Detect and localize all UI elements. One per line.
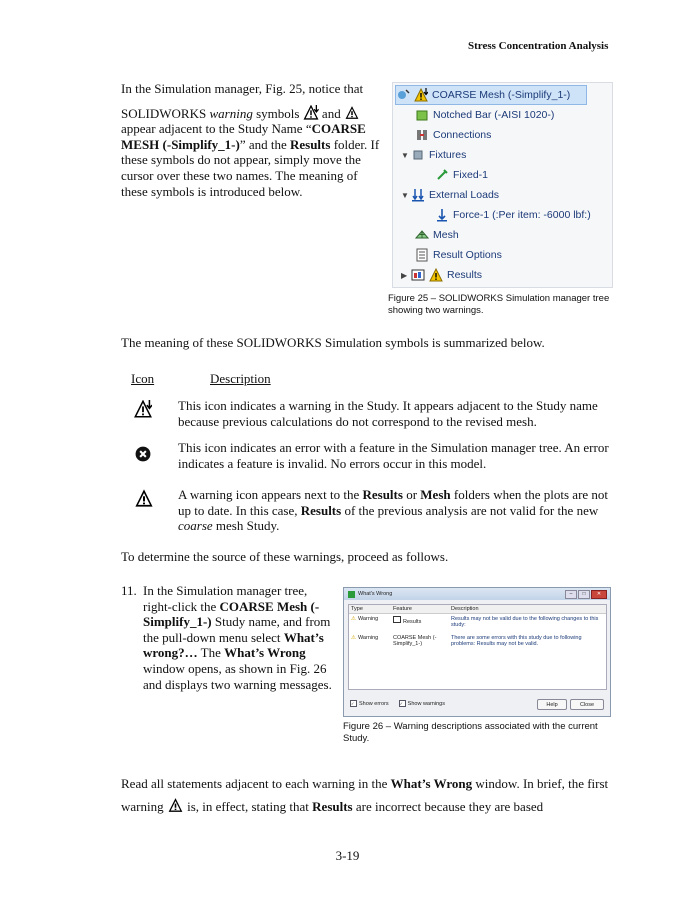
intro-paragraph (121, 81, 383, 207)
close-icon[interactable]: ✕ (591, 590, 607, 599)
determine-sentence: To determine the source of these warnings, proceed as follows. (121, 549, 449, 564)
table-header (349, 605, 606, 614)
col-description: Description (451, 606, 479, 612)
intro-line-2 (121, 105, 383, 200)
show-warnings-checkbox[interactable] (399, 700, 445, 707)
warning-icon (134, 488, 154, 508)
whats-wrong-window (343, 587, 611, 717)
legend-text: folders when the plots are not up to date. In this case, (178, 487, 609, 518)
step-text: window opens, as shown in Fig. 26 and displays two warning messages. (143, 660, 332, 692)
tree-item-label: Notched Bar (-AISI 1020-) (433, 109, 555, 121)
closing-text: are incorrect because they are based (352, 799, 544, 814)
simulation-manager-tree (392, 82, 613, 288)
legend-row-results-warning (178, 487, 618, 534)
legend-icon-header: Icon (131, 371, 155, 386)
intro-text: and (318, 105, 344, 121)
tree-item-connections[interactable] (415, 126, 491, 144)
legend-description-header: Description (210, 371, 271, 386)
tree-item-study[interactable] (395, 85, 587, 105)
row-type: Warning (357, 635, 379, 641)
results-folder-icon (393, 616, 401, 623)
intro-line-1: In the Simulation manager, Fig. 25, notice that (121, 81, 364, 96)
intro-text: SOLIDWORKS (121, 105, 210, 121)
tree-item-label: Force-1 (:Per item: -6000 lbf:) (453, 209, 591, 221)
legend-row-study-warning: This icon indicates a warning in the Study. It appears adjacent to the Study name because previous calculations do not correspond to the revised mesh. (178, 398, 598, 429)
show-errors-label: Show errors (359, 700, 389, 707)
whats-wrong-titlebar (344, 588, 610, 600)
app-icon (348, 591, 355, 598)
study-warning-icon (303, 105, 319, 120)
fixed-icon (435, 168, 449, 182)
study-icon (396, 88, 410, 102)
tree-item-label: Result Options (433, 249, 502, 261)
col-type: Type (351, 606, 363, 612)
tree-item-label: COARSE Mesh (-Simplify_1-) (432, 89, 571, 101)
tree-item-label: Fixed-1 (453, 169, 489, 181)
tree-item-label: Fixtures (429, 149, 467, 161)
legend-text: A warning icon appears next to the (178, 487, 363, 502)
minimize-icon[interactable]: – (565, 590, 577, 599)
window-title: What's Wrong (358, 591, 393, 597)
fixtures-icon (411, 148, 425, 162)
page-number: 3-19 (335, 848, 360, 863)
legend-results-word: Results (300, 502, 342, 518)
tree-item-result-options[interactable] (415, 246, 502, 264)
step-window-name: What’s Wrong (224, 645, 306, 661)
row-feature: COARSE Mesh (-Simplify_1-) (393, 635, 437, 647)
step-text: The (197, 645, 225, 661)
tree-item-force[interactable] (435, 206, 591, 224)
help-button[interactable]: Help (537, 699, 567, 710)
checkbox-checked-icon: ✓ (350, 700, 357, 707)
intro-text: folder. If these symbols do not appear, simply move the cursor over these two names. The meaning of these symbols is introduced below. (121, 136, 380, 199)
error-icon (135, 446, 151, 462)
row-type: Warning (357, 616, 379, 622)
step-number: 11. (121, 583, 137, 598)
connections-icon (415, 128, 429, 142)
tree-item-mesh[interactable] (415, 226, 459, 244)
expand-chevron-icon[interactable]: ▼ (401, 150, 409, 160)
warnings-table (348, 604, 607, 690)
show-errors-checkbox[interactable] (350, 700, 389, 707)
step-text: Study name, and from the pull-down menu select (143, 614, 331, 645)
checkbox-checked-icon: ✓ (399, 700, 406, 707)
tree-item-label: Connections (433, 129, 492, 141)
row-description: Results may not be valid due to the following changes to this study: (451, 616, 599, 628)
closing-results-word: Results (312, 799, 353, 814)
legend-row-error: This icon indicates an error with a feature in the Simulation manager tree. An error indicates a feature is invalid. No errors occur in this model. (178, 440, 609, 471)
maximize-icon[interactable]: □ (578, 590, 590, 599)
tree-item-fixtures[interactable] (401, 146, 466, 164)
show-warnings-label: Show warnings (407, 700, 445, 707)
study-warning-icon (134, 400, 152, 418)
figure-25-caption: Figure 25 – SOLIDWORKS Simulation manager tree showing two warnings. (388, 293, 610, 316)
figure-26-caption: Figure 26 – Warning descriptions associated with the current Study. (343, 721, 598, 744)
tree-item-fixed[interactable] (435, 166, 488, 184)
legend-text: of the previous analysis are not valid for the new (341, 502, 599, 518)
filter-options (350, 700, 445, 707)
expand-chevron-icon[interactable]: ▶ (401, 270, 408, 280)
mesh-icon (415, 228, 429, 242)
external-loads-icon (411, 188, 425, 202)
closing-paragraph (121, 772, 616, 818)
legend-results-word: Results (362, 487, 403, 502)
tree-item-label: External Loads (429, 189, 500, 201)
result-options-icon (415, 248, 429, 262)
study-warning-icon (414, 88, 428, 102)
intro-results-word: Results (289, 136, 331, 152)
force-icon (435, 208, 449, 222)
step-study-name: COARSE Mesh (-Simplify_1-) (143, 598, 320, 630)
warning-icon (429, 268, 443, 282)
row-feature: Results (403, 619, 422, 625)
tree-item-results[interactable] (401, 266, 482, 284)
col-feature: Feature (393, 606, 412, 612)
warning-icon: ⚠ (351, 616, 356, 622)
table-row[interactable] (349, 614, 606, 633)
intro-warning-word: warning (209, 105, 253, 121)
meaning-sentence: The meaning of these SOLIDWORKS Simulation symbols is summarized below. (121, 335, 545, 350)
legend-coarse-word: coarse (178, 518, 213, 534)
step-11-text (143, 583, 338, 692)
closing-text: Read all statements adjacent to each warning in the (121, 776, 391, 791)
tree-item-part[interactable] (415, 106, 554, 124)
intro-text: symbols (252, 105, 303, 121)
legend-text: or (402, 487, 421, 502)
intro-text: ” and the (239, 136, 290, 152)
legend-text: mesh Study. (212, 518, 280, 534)
part-icon (415, 108, 429, 122)
study-warning-icon: ⚠ (351, 635, 356, 641)
running-header: Stress Concentration Analysis (468, 40, 609, 52)
warning-icon (344, 105, 360, 120)
warning-icon (167, 797, 184, 813)
legend-mesh-word: Mesh (420, 487, 451, 502)
closing-text: is, in effect, stating that (183, 799, 313, 814)
close-button[interactable]: Close (570, 699, 604, 710)
step-menu-item: What’s wrong?… (143, 629, 324, 661)
table-row[interactable] (349, 633, 606, 647)
expand-chevron-icon[interactable]: ▼ (401, 190, 409, 200)
tree-item-label: Mesh (433, 229, 459, 241)
tree-item-label: Results (447, 269, 483, 281)
tree-item-external-loads[interactable] (401, 186, 499, 204)
intro-study-name: COARSE MESH (-Simplify_1-) (121, 121, 366, 152)
results-folder-icon (411, 268, 425, 282)
closing-window-name: What’s Wrong (390, 776, 473, 791)
closing-text: window. In brief, the first warning (121, 776, 609, 814)
step-text: In the Simulation manager tree, right-click the (143, 583, 308, 614)
intro-text: appear adjacent to the Study Name “ (121, 121, 312, 137)
row-description: There are some errors with this study due to following problems: Results may not be valid. (451, 635, 582, 647)
